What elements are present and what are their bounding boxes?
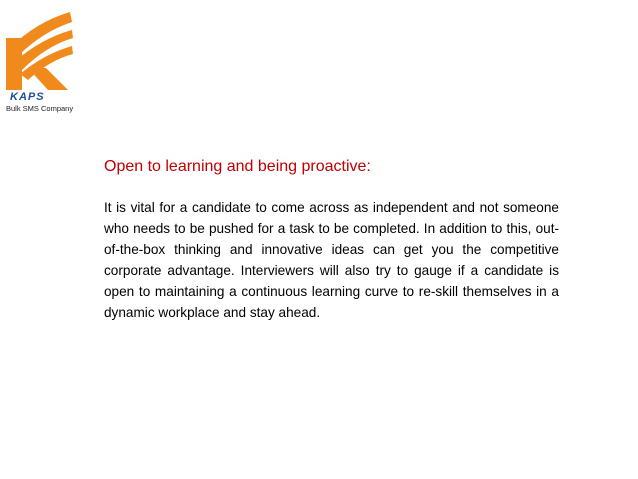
slide-heading: Open to learning and being proactive: <box>104 158 371 175</box>
company-logo <box>2 8 86 114</box>
slide-body-text: It is vital for a candidate to come across as independent and not someone who needs to be pushed for a task to be completed. In addition to this, out-of-the-box thinking and innovative ideas can get you the competitive corporate advantage. Interviewers will also try to gauge if a candidate is open to maintaining a continuous learning curve to re-skill themselves in a dynamic workplace and stay ahead. <box>104 200 559 320</box>
logo-tagline: Bulk SMS Company <box>6 104 74 113</box>
kaps-k-logo-icon <box>6 8 74 90</box>
logo-name: KAPS <box>10 91 45 103</box>
slide-content <box>104 156 559 323</box>
